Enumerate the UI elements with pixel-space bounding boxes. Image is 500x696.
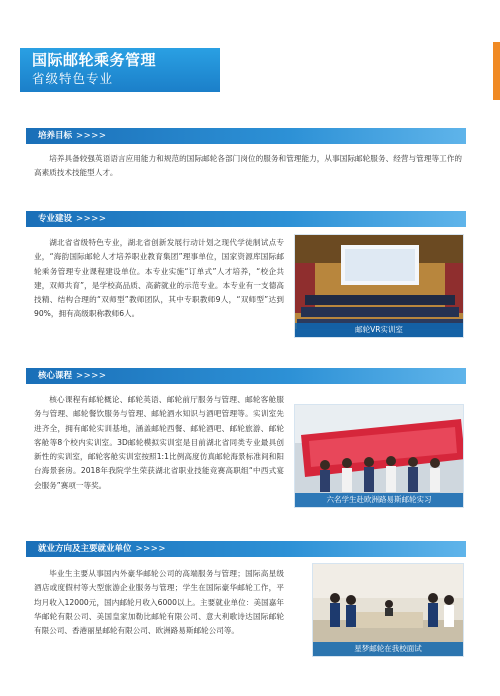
section-bar-curriculum bbox=[26, 368, 466, 384]
section-text-curriculum: 核心课程有邮轮概论、邮轮英语、邮轮前厅服务与管理、邮轮客舱服务与管理、邮轮餐饮服务与管理、邮轮酒水知识与酒吧管理等。实训室先进齐全，拥有邮轮实训基地，涵盖邮轮西餐、邮轮酒吧、邮轮旅游、邮轮客舱等8个校内实训室。3D邮轮模拟实训室是目前湖北省同类专业最具创新性的实训室，邮轮客舱实训室按照1:1比例高度仿真邮轮海景标准间和阳台海景套房。2018年我院学生荣获湖北省职业技能竞赛高职组“中西式宴会服务”赛项一等奖。 bbox=[34, 395, 284, 490]
section-heading-curriculum: 核心课程 bbox=[38, 371, 73, 381]
section-bar-employment bbox=[26, 541, 466, 557]
section-heading-goal: 培养目标 bbox=[38, 131, 73, 141]
page-subtitle: 省级特色专业 bbox=[32, 71, 114, 86]
photo-caption-interview: 星梦邮轮在我校面试 bbox=[313, 642, 463, 656]
section-text-construction: 湖北省省级特色专业，湖北省创新发展行动计划之现代学徒制试点专业，“海韵国际邮轮人才培养职业教育集团”理事单位，国家资源库国际邮轮乘务管理专业课程建设单位。本专业实施“订单式”人才培养，“校企共建，双师共育”，是学校高品质、高薪就业的示范专业。本专业有一支德高技精、结构合理的“双师型”教师团队，其中专职教师9人，“双师型”达到90%，拥有高级职称教师6人。 bbox=[34, 238, 284, 319]
orange-edge-tab bbox=[493, 42, 500, 100]
page-title-block bbox=[20, 48, 220, 92]
photo-vr-lab bbox=[294, 234, 464, 338]
section-arrows-construction: >>>> bbox=[76, 214, 107, 224]
section-bar-construction bbox=[26, 211, 466, 227]
section-text-goal: 培养具备较强英语语言应用能力和规范的国际邮轮各部门岗位的服务和管理能力，从事国际邮轮服务、经营与管理等工作的高素质技术技能型人才。 bbox=[34, 154, 462, 178]
section-arrows-goal: >>>> bbox=[76, 131, 107, 141]
section-arrows-curriculum: >>>> bbox=[76, 371, 107, 381]
page-title: 国际邮轮乘务管理 bbox=[32, 51, 157, 69]
section-arrows-employment: >>>> bbox=[135, 544, 167, 554]
section-heading-construction: 专业建设 bbox=[38, 214, 73, 224]
photo-cruise-internship bbox=[294, 404, 464, 508]
section-bar-goal bbox=[26, 128, 466, 144]
section-heading-employment: 就业方向及主要就业单位 bbox=[38, 544, 132, 554]
section-text-employment: 毕业生主要从事国内外豪华邮轮公司的高端服务与管理；国际高星级酒店或度假村等大型旅游企业服务与管理；学生在国际豪华邮轮工作，平均月收入12000元，国内邮轮月收入6000以上。主要就业单位：美国嘉年华邮轮有限公司、美国皇家加勒比邮轮有限公司、意大利歌诗达国际邮轮有限公司、香港丽星邮轮有限公司、欧洲路易斯邮轮公司等。 bbox=[34, 569, 284, 636]
photo-interview bbox=[312, 563, 464, 657]
photo-caption-vr: 邮轮VR实训室 bbox=[295, 323, 463, 337]
photo-caption-internship: 六名学生赴欧洲路易斯邮轮实习 bbox=[295, 493, 463, 507]
